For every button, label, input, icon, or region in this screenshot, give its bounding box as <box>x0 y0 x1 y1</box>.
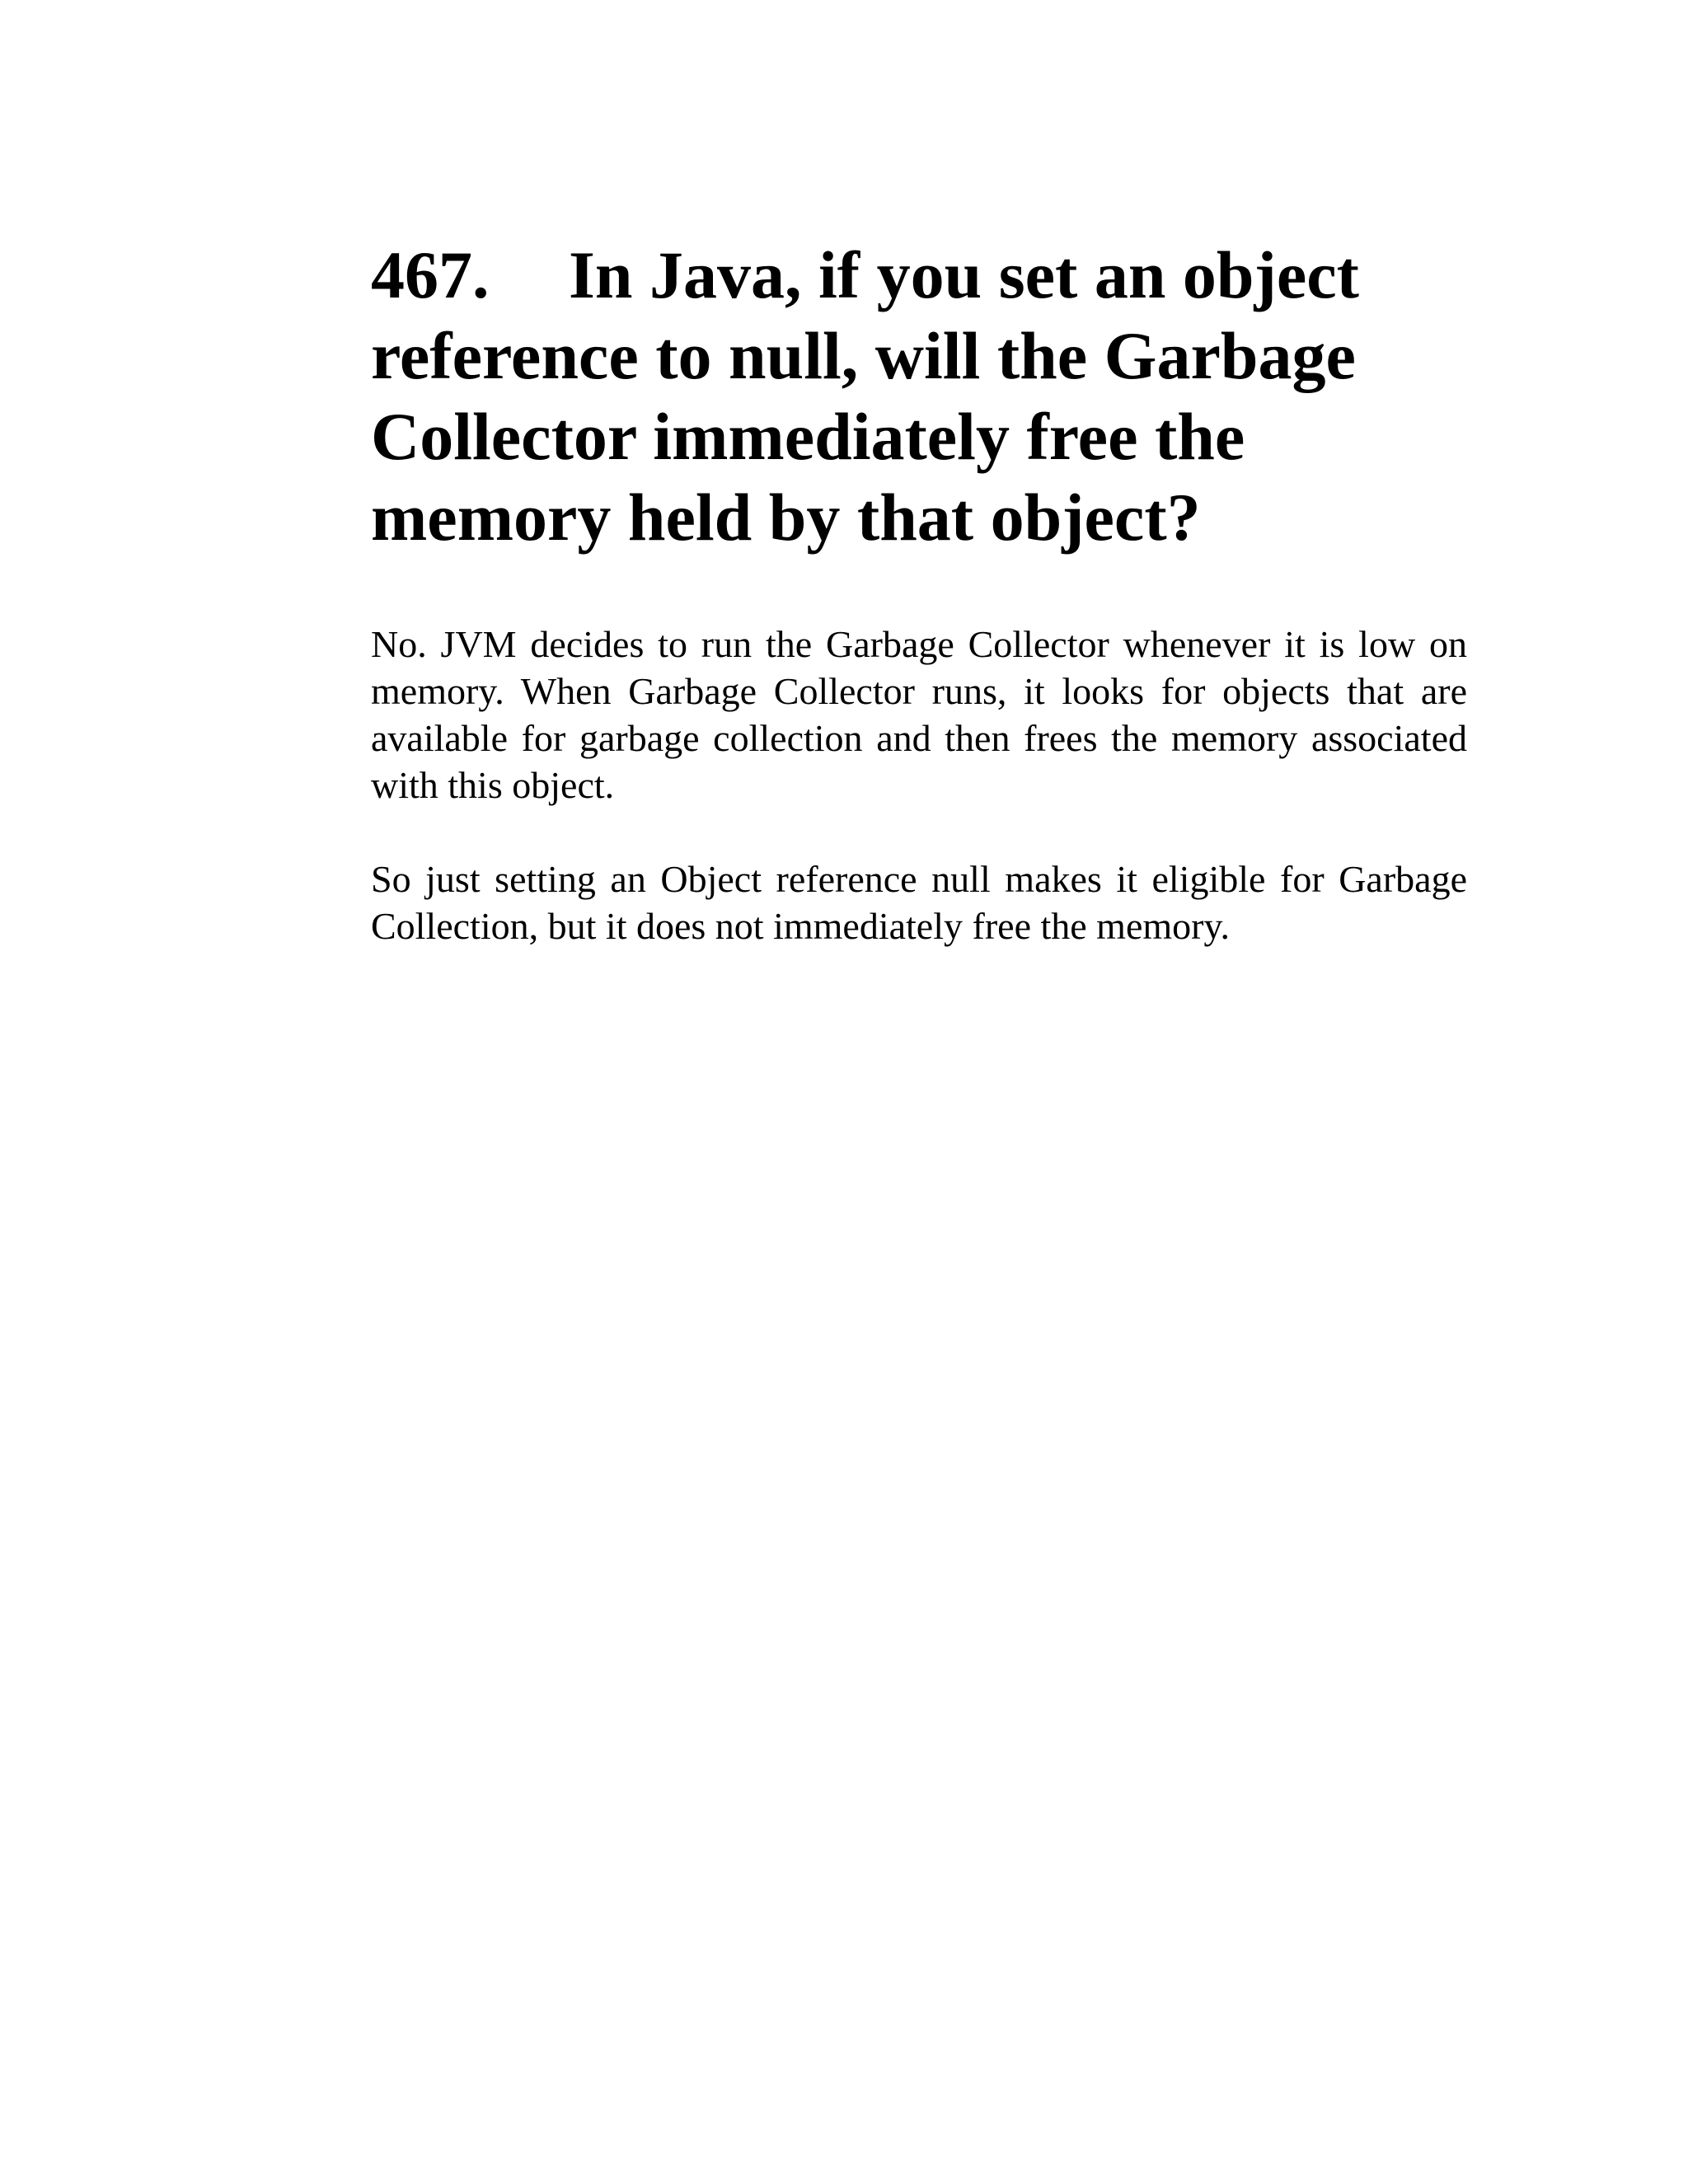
question-title: In Java, if you set an object reference to null, will the Garbage Collector immediately free the memory held by that object? <box>371 237 1359 555</box>
document-page <box>371 235 1467 996</box>
answer-paragraph-2: So just setting an Object reference null makes it eligible for Garbage Collection, but it does not immediately free the memory. <box>371 858 1467 947</box>
question-heading <box>371 235 1467 558</box>
question-number: 467. <box>371 237 490 312</box>
answer-paragraph-1: No. JVM decides to run the Garbage Collector whenever it is low on memory. When Garbage Collector runs, it looks for objects that are available for garbage collection and then frees the memory associated with this object. <box>371 623 1467 806</box>
